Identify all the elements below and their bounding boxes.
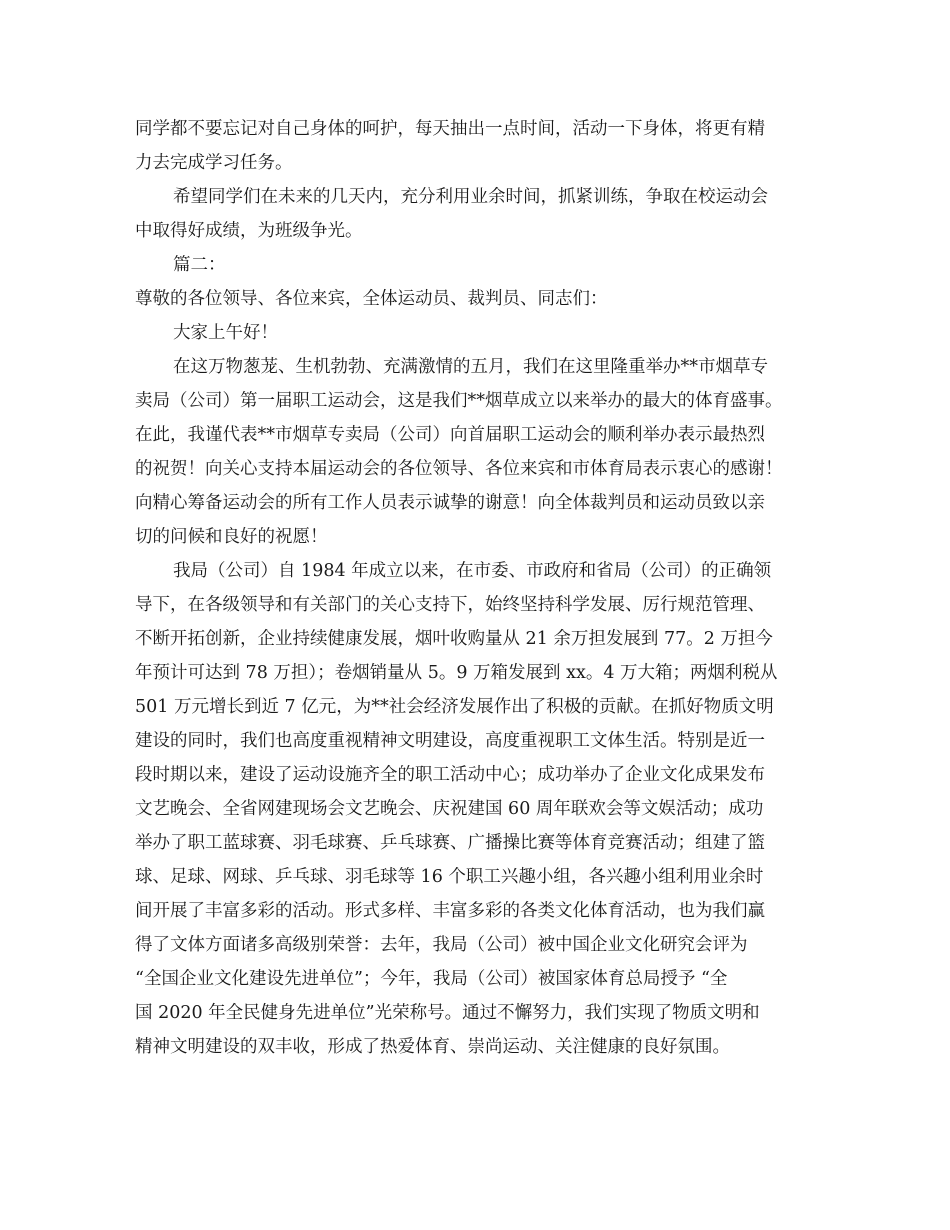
document-body <box>135 112 825 1064</box>
text-line: 得了文体方面诸多高级别荣誉：去年，我局（公司）被中国企业文化研究会评为 <box>135 935 748 955</box>
text-line: 建设的同时，我们也高度重视精神文明建设，高度重视职工文体生活。特别是近一 <box>135 731 765 751</box>
text-line: 力去完成学习任务。 <box>135 153 293 173</box>
paragraph <box>135 112 825 180</box>
paragraph <box>135 350 825 554</box>
text-line: 切的问候和良好的祝愿！ <box>135 527 328 547</box>
paragraph <box>135 248 825 282</box>
text-line: 举办了职工蓝球赛、羽毛球赛、乒乓球赛、广播操比赛等体育竞赛活动；组建了篮 <box>135 833 765 853</box>
text-line: 段时期以来，建设了运动设施齐全的职工活动中心；成功举办了企业文化成果发布 <box>135 765 765 785</box>
text-line: 导下，在各级领导和有关部门的关心支持下，始终坚持科学发展、厉行规范管理、 <box>135 595 765 615</box>
text-line: 中取得好成绩，为班级争光。 <box>135 221 363 241</box>
text-line: 希望同学们在未来的几天内，充分利用业余时间，抓紧训练，争取在校运动会 <box>173 187 768 207</box>
text-line: 间开展了丰富多彩的活动。形式多样、丰富多彩的各类文化体育活动，也为我们赢 <box>135 901 765 921</box>
paragraph <box>135 180 825 248</box>
text-line: 向精心筹备运动会的所有工作人员表示诚挚的谢意！向全体裁判员和运动员致以亲 <box>135 493 765 513</box>
text-line: 尊敬的各位领导、各位来宾，全体运动员、裁判员、同志们： <box>135 289 608 309</box>
text-line: 大家上午好！ <box>173 323 278 343</box>
paragraph <box>135 316 825 350</box>
paragraph <box>135 282 825 316</box>
text-line: 篇二： <box>173 255 226 275</box>
text-line: 文艺晚会、全省网建现场会文艺晚会、庆祝建国 60 周年联欢会等文娱活动；成功 <box>135 799 764 819</box>
text-line: 的祝贺！向关心支持本届运动会的各位领导、各位来宾和市体育局表示衷心的感谢！ <box>135 459 783 479</box>
text-line: “全国企业文化建设先进单位”；今年，我局（公司）被国家体育总局授予 “全 <box>135 969 728 989</box>
text-line: 同学都不要忘记对自己身体的呵护，每天抽出一点时间，活动一下身体，将更有精 <box>135 119 765 139</box>
paragraph <box>135 554 825 1064</box>
text-line: 球、足球、网球、乒乓球、羽毛球等 16 个职工兴趣小组，各兴趣小组利用业余时 <box>135 867 764 887</box>
text-line: 在这万物葱茏、生机勃勃、充满激情的五月，我们在这里隆重举办**市烟草专 <box>173 357 768 377</box>
text-line: 卖局（公司）第一届职工运动会，这是我们**烟草成立以来举办的最大的体育盛事。 <box>135 391 783 411</box>
text-line: 我局（公司）自 1984 年成立以来，在市委、市政府和省局（公司）的正确领 <box>173 561 772 581</box>
text-line: 年预计可达到 78 万担）；卷烟销量从 5。9 万箱发展到 xx。4 万大箱；两烟利税从 <box>135 663 778 683</box>
text-line: 精神文明建设的双丰收，形成了热爱体育、崇尚运动、关注健康的良好氛围。 <box>135 1037 730 1057</box>
text-line: 在此，我谨代表**市烟草专卖局（公司）向首届职工运动会的顺利举办表示最热烈 <box>135 425 765 445</box>
text-line: 501 万元增长到近 7 亿元，为**社会经济发展作出了积极的贡献。在抓好物质文明 <box>135 697 774 717</box>
text-line: 不断开拓创新，企业持续健康发展，烟叶收购量从 21 余万担发展到 77。2 万担今 <box>135 629 773 649</box>
text-line: 国 2020 年全民健身先进单位”光荣称号。通过不懈努力，我们实现了物质文明和 <box>135 1003 760 1023</box>
